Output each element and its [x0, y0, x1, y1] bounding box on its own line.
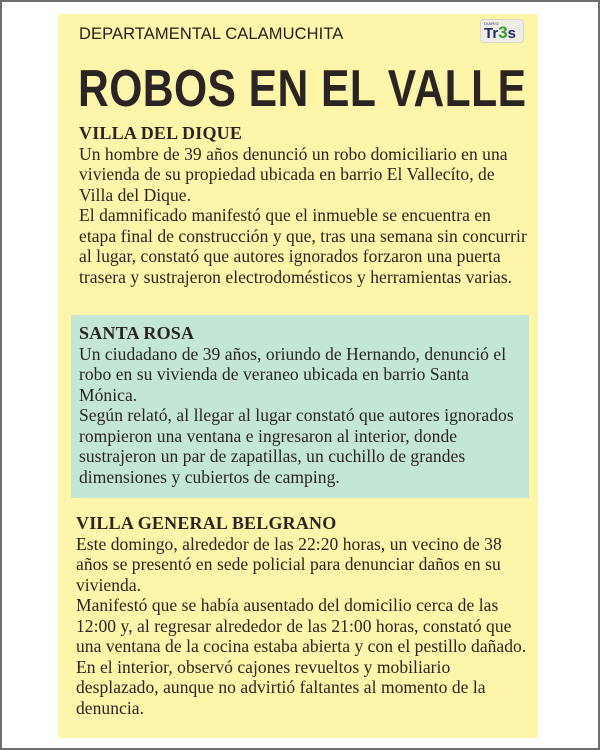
story-heading: SANTA ROSA [79, 323, 195, 343]
story-paragraph: Manifestó que se había ausentado del domicilio cerca de las 12:00 y, al regresar alrededor de las 21:00 horas, constató que una ventana de la cocina estaba abierta y con el pestillo dañado. [76, 595, 527, 656]
logo-accent-digit: 3 [498, 23, 508, 42]
diario-tres-logo [480, 19, 524, 43]
story-paragraph: Un hombre de 39 años denunció un robo domiciliario en una vivienda de su propiedad ubicada en barrio El Vallecíto, de Villa del Dique. [79, 143, 508, 205]
highlight-box [71, 315, 529, 498]
story-paragraph: Este domingo, alrededor de las 22:20 horas, un vecino de 38 años se presentó en sede policial para denunciar daños en su vivienda. [76, 533, 502, 595]
story-heading: VILLA GENERAL BELGRANO [76, 513, 337, 533]
section-label: DEPARTAMENTAL CALAMUCHITA [79, 25, 344, 43]
story-villa-general-belgrano [76, 513, 536, 718]
story-paragraph: El damnificado manifestó que el inmueble se encuentra en etapa final de construcción y que, tras una semana sin concurrir al lugar, constató que autores ignorados forzaron una puerta trasera y sustrajeron electrodomésticos y herramientas varias. [79, 205, 527, 287]
news-panel [58, 14, 538, 738]
logo-prefix: Tr [484, 25, 499, 42]
story-villa-del-dique [79, 123, 529, 287]
story-santa-rosa [79, 323, 527, 487]
story-heading: VILLA DEL DIQUE [79, 123, 243, 143]
headline: ROBOS EN EL VALLE [78, 60, 527, 118]
logo-suffix: s [507, 25, 516, 42]
story-paragraph: En el interior, observó cajones revueltos y mobiliario desplazado, aunque no advirtió faltantes al momento de la denuncia. [76, 656, 486, 718]
logo-small-text: DIARIO [484, 21, 499, 26]
logo-wordmark [484, 24, 516, 43]
story-paragraph: Según relató, al llegar al lugar constató que autores ignorados rompieron una ventana e ingresaron al interior, donde sustrajeron un par de zapatillas, un cuchillo de grandes dimensiones y cubiertos de camping. [79, 405, 514, 487]
story-paragraph: Un ciudadano de 39 años, oriundo de Hernando, denunció el robo en su vivienda de veraneo ubicada en barrio Santa Mónica. [79, 343, 507, 405]
